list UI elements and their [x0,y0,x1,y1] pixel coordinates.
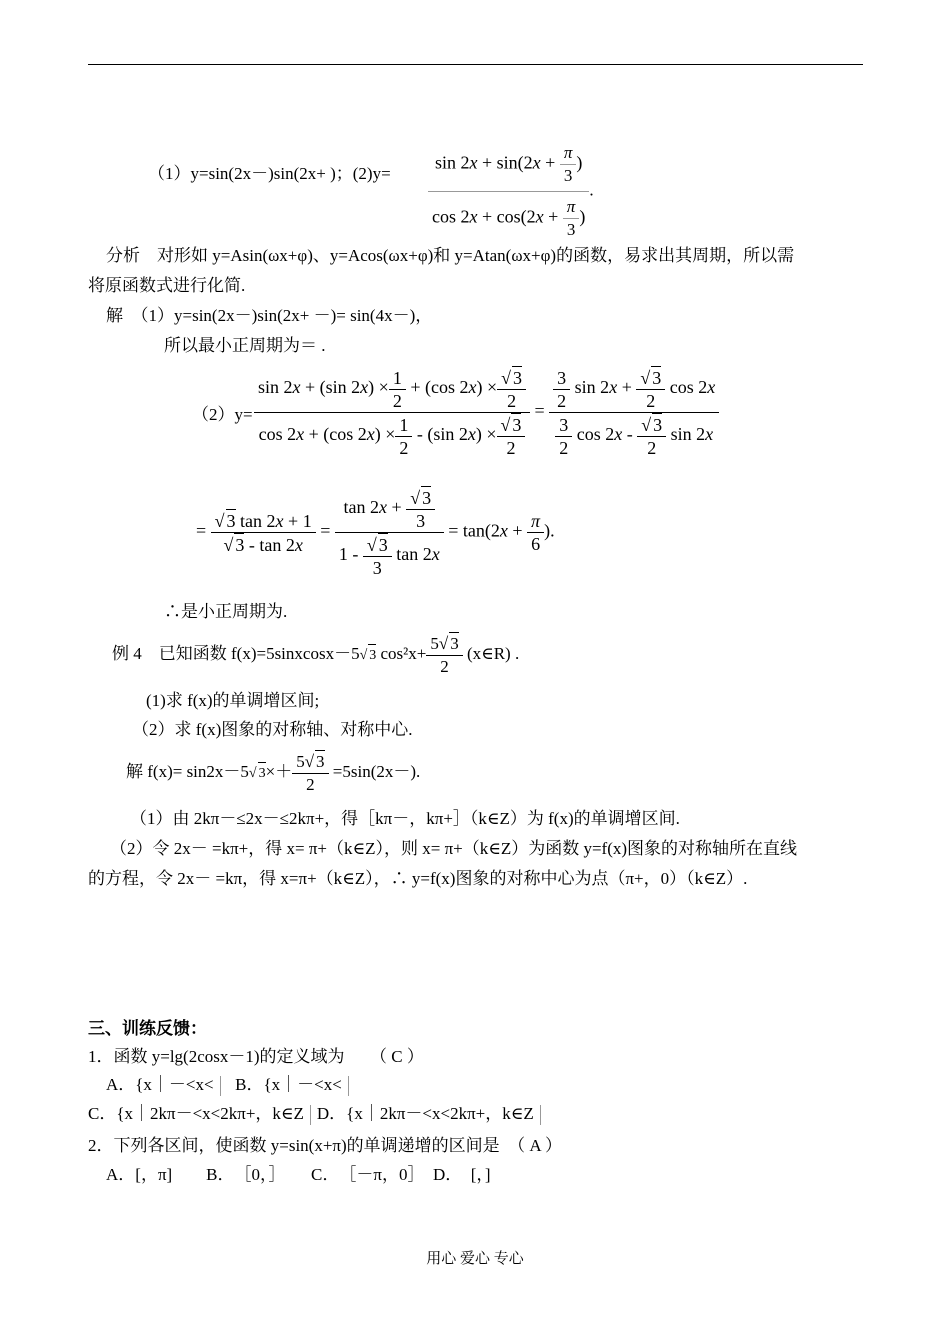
text: + [617,377,637,398]
two: 2 [399,437,409,458]
text: + [387,497,407,518]
text: ) × [374,424,396,445]
text: cos 2 [665,377,708,398]
three-halves [555,414,572,459]
text: + cos(2 [477,206,536,227]
half [395,414,412,459]
radical: √ [438,634,449,653]
two: 2 [506,438,516,458]
fraction [428,142,589,241]
text: - tan 2 [244,535,295,555]
pi: π [563,196,580,219]
radical: √ [223,535,234,555]
radical: √ [214,511,225,531]
text: tan 2 [391,544,432,565]
equals: = [320,520,331,541]
five-sqrt3-over-2 [426,632,462,678]
solution-line-1: 解 （1）y=sin(2x－)sin(2x+ －)= sin(4x－)， [106,306,433,325]
solution-4 [126,750,420,796]
text: x [499,520,508,541]
pi-over-3 [563,196,580,241]
text: =5sin(2x－). [332,761,421,781]
text: 1 - [338,544,363,565]
text: x [467,424,476,445]
text: sin 2 [258,377,293,398]
one: 1 [389,367,406,390]
section-3-title: 三、训练反馈： [88,1019,207,1038]
text: ) × [475,424,497,445]
two: 2 [557,390,567,411]
text: ) × [476,377,498,398]
text: + (cos 2 [304,424,367,445]
fraction-denominator [428,192,589,241]
three: 3 [555,414,572,437]
two: 2 [507,391,517,411]
equals: = [534,400,545,421]
text: 解 f(x)= sin2x－5 [126,761,249,781]
three: 3 [258,762,266,785]
text: + [543,206,563,227]
text: ×＋ [265,761,293,781]
half [389,367,406,412]
denominator [549,413,719,459]
text: + sin(2 [477,152,533,173]
two: 2 [306,775,315,794]
text: x [609,377,618,398]
divider [540,1105,541,1125]
text: cos 2 [258,424,297,445]
text: - (sin 2 [412,424,468,445]
text: x [296,424,305,445]
problem-2: 2．下列各区间，使函数 y=sin(x+π)的单调递增的区间是 （ A ） [88,1136,563,1155]
pi: π [527,510,544,533]
radical: √ [248,765,257,781]
numerator [335,486,444,533]
one: 1 [395,414,412,437]
three: 3 [422,488,432,508]
period: . [589,180,594,200]
text: x [705,424,714,445]
equation-3 [196,486,555,579]
three: 3 [652,368,662,388]
text: - [622,424,638,445]
three: 3 [513,368,523,388]
text: sin 2 [570,377,610,398]
divider [310,1105,311,1125]
three: 3 [450,634,459,653]
three: 3 [566,220,576,239]
problem-1: 1．函数 y=lg(2cosx－1)的定义域为 （ C ） [88,1047,424,1066]
two: 2 [440,657,449,676]
pi: π [560,142,577,165]
option-b: B．{x｜－<x< [235,1075,342,1094]
radical: √ [304,752,315,771]
footer: 用心 爱心 专心 [426,1251,524,1267]
text: tan 2 [235,511,276,531]
text: x [294,535,303,555]
option-d: D．{x｜2kπ－<x<2kπ+，k∈Z [316,1104,534,1123]
text: ) [579,206,586,227]
problem-1-text: （1）y=sin(2x－)sin(2x+ )；(2)y= [148,164,391,183]
sqrt3-over-2 [636,366,665,412]
equation-2-label: （2）y= [192,405,253,424]
text: cos 2 [572,424,615,445]
denominator [254,413,530,459]
text: (x∈R) . [466,643,520,663]
text: 例 4 已知函数 f(x)=5sinxcosx－5 [112,643,360,663]
sqrt3-over-2 [637,413,666,459]
text: tan 2 [343,497,380,518]
text: + (sin 2 [300,377,361,398]
text: x [379,497,388,518]
radical: √ [410,488,421,508]
sqrt3-over-2 [497,366,526,412]
pi-over-3 [560,142,577,187]
text: x [614,424,623,445]
problem-line-1 [148,163,391,185]
three-halves [553,367,570,412]
fraction-problem-2 [428,142,594,241]
sqrt3-over-2 [497,413,526,459]
solution-4-part-1: （1）由 2kπ－≤2x－≤2kπ+，得［kπ－，kπ+］（k∈Z）为 f(x)的单调增区间. [130,809,680,828]
header-rule [88,64,863,65]
radical: √ [641,415,652,435]
example-4 [112,632,519,678]
three: 3 [512,415,522,435]
three: 3 [378,535,388,555]
solution-4-part-2b: 的方程，令 2x－ =kπ，得 x=π+（k∈Z），∴ y=f(x)图象的对称中心为点（π+，0）（k∈Z）. [88,869,748,888]
text: + (cos 2 [405,377,469,398]
five-sqrt3-over-2 [292,750,328,796]
three: 3 [368,644,376,667]
five: 5 [296,752,305,771]
text: ) × [368,377,389,398]
text: x [469,206,478,227]
three: 3 [226,511,236,531]
equals: = [196,520,207,541]
numerator [549,366,719,413]
problem-2-options: A．[，π] B． ［0，］ C． ［－π，0］ D． [，] [106,1165,491,1184]
big-fraction-1 [254,366,530,459]
two: 2 [559,437,569,458]
text: x [469,152,478,173]
big-fraction-2 [549,366,719,459]
radical: √ [640,368,651,388]
three: 3 [653,415,663,435]
radical: √ [501,368,512,388]
sqrt3-over-3 [363,533,392,579]
solution-line-1b: 所以最小正周期为＝ . [164,336,326,355]
five: 5 [430,634,439,653]
text: x [292,377,301,398]
text: cos²x+ [380,643,427,663]
three: 3 [416,511,426,531]
text: x [707,377,716,398]
three: 3 [553,367,570,390]
text: ). [544,520,555,541]
text: x [431,544,440,565]
numerator [211,509,316,533]
six: 6 [531,534,541,554]
tan-fraction-2 [335,486,444,579]
text: x [275,511,284,531]
three: 3 [316,752,325,771]
text: x [366,424,375,445]
analysis-line-2: 将原函数式进行化简. [88,276,246,295]
text: x [468,377,477,398]
question-1: (1)求 f(x)的单调增区间; [146,691,320,710]
text: sin 2 [434,152,470,173]
text: + [540,152,560,173]
text: x [535,206,544,227]
option-a: A．{x｜－<x< [106,1075,214,1094]
tan-fraction-1 [211,509,316,556]
text: ) [576,152,583,173]
text: x [360,377,369,398]
problem-1-options-cd [88,1103,547,1125]
question-2: （2）求 f(x)图象的对称轴、对称中心. [132,720,413,739]
numerator [254,366,530,413]
radical: √ [366,535,377,555]
three: 3 [372,558,382,578]
sqrt3-over-3 [406,486,435,532]
text: cos 2 [432,206,470,227]
problem-1-options-ab [106,1074,355,1096]
equation-2-fraction-1 [254,366,719,459]
text: = tan(2 [448,520,500,541]
radical: √ [359,647,368,663]
two: 2 [647,438,657,458]
conclusion: ∴是小正周期为. [164,602,288,621]
text: + 1 [283,511,312,531]
denominator [335,533,444,579]
text: sin 2 [666,424,706,445]
divider [220,1076,221,1096]
two: 2 [392,390,402,411]
analysis-line-1: 分析 对形如 y=Asin(ωx+φ)、y=Acos(ωx+φ)和 y=Atan(ωx+φ)的函数，易求出其周期，所以需 [106,246,795,265]
fraction-numerator [428,142,589,192]
denominator [211,533,316,556]
two: 2 [646,391,656,411]
radical: √ [500,415,511,435]
text: + [507,520,528,541]
option-c: C．{x｜2kπ－<x<2kπ+，k∈Z [88,1104,304,1123]
solution-4-part-2a: （2）令 2x－ =kπ+，得 x= π+（k∈Z），则 x= π+（k∈Z）为函数 y=f(x)图象的对称轴所在直线 [110,839,798,858]
pi-over-6 [527,510,544,555]
three: 3 [235,535,245,555]
divider [348,1076,349,1096]
three: 3 [563,166,573,185]
text: x [532,152,541,173]
